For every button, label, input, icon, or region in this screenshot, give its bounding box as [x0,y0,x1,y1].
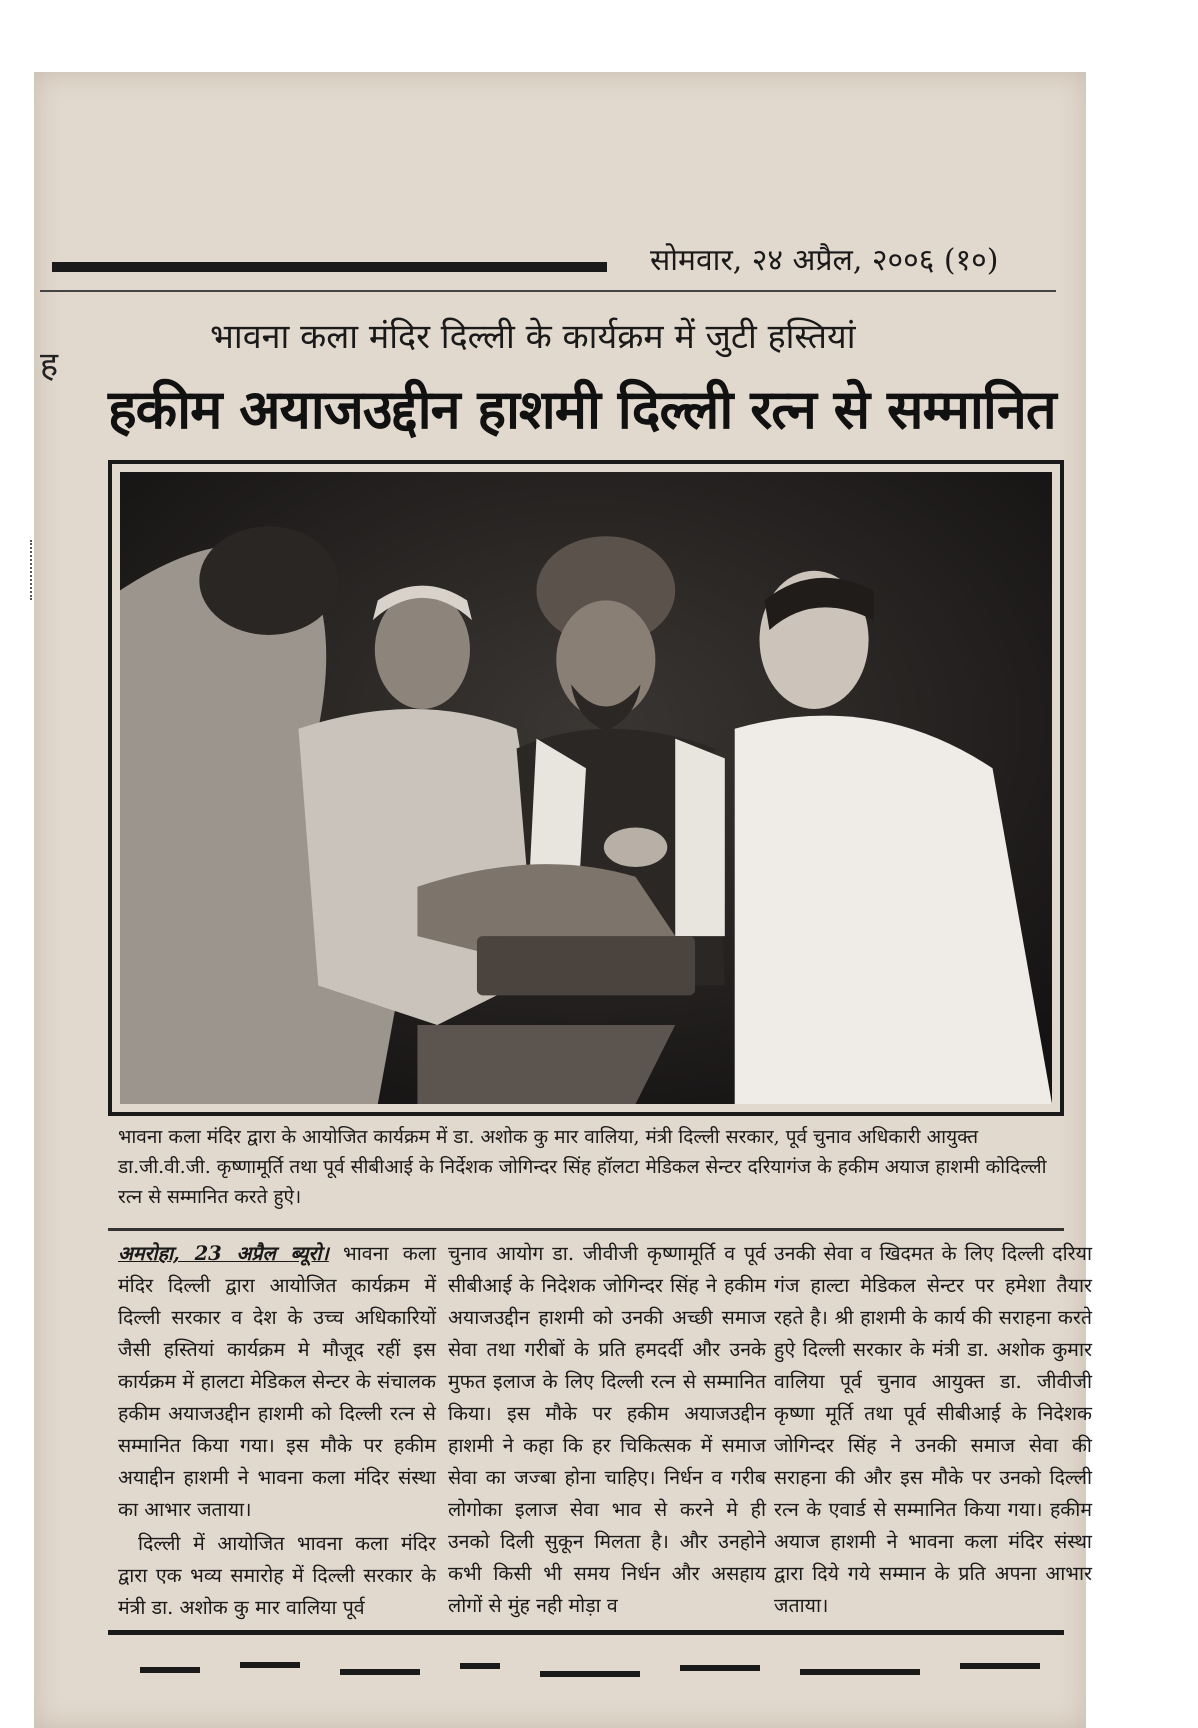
article-column-1 [118,1238,436,1624]
news-photo [108,460,1064,1116]
body-top-rule [108,1228,1064,1231]
torn-edge [30,540,42,600]
column-1-intro: भावना कला मंदिर दिल्ली द्वारा आयोजित कार्यक्रम में दिल्ली सरकार व देश के उच्च अधिकारियों जैसी हस्तियां कार्यक्रम मे मौजूद रहीं इस कार्यक्रम में हालटा मेडिकल सेन्टर के संचालक हकीम अयाजउद्दीन हाशमी को दिल्ली रत्न से सम्मानित किया गया। इस मौके पर हकीम अयाद्दीन हाशमी ने भावना कला मंदिर संस्था का आभार जताया। [118,1242,436,1521]
article-column-2 [448,1238,766,1622]
article-headline: हकीम अयाजउद्दीन हाशमी दिल्ली रत्न से सम्मानित [108,378,1056,441]
column-1-paragraph-1 [118,1238,436,1526]
header-divider [40,290,1056,292]
article-column-3 [774,1238,1092,1622]
photo-caption: भावना कला मंदिर द्वारा के आयोजित कार्यक्रम में डा. अशोक कु मार वालिया, मंत्री दिल्ली सरकार, पूर्व चुनाव अधिकारी आयुक्त डा.जी.वी.जी. कृष्णामूर्ति तथा पूर्व सीबीआई के निर्देशक जोगिन्दर सिंह हॉलटा मेडिकल सेन्टर दरियागंज के हकीम अयाज हाशमी कोदिल्ली रत्न से सम्मानित करते हुऐ। [118,1126,1047,1208]
cut-off-next-headline [120,1660,1060,1690]
article-bottom-rule [108,1630,1064,1635]
issue-date: सोमवार, २४ अप्रैल, २००६ (१०) [650,243,999,278]
award-ceremony-photo [120,472,1052,1104]
column-3-text: उनकी सेवा व खिदमत के लिए दिल्ली दरिया गंज हाल्टा मेडिकल सेन्टर पर हमेशा तैयार रहते है। श्री हाशमी के कार्य की सराहना करते हुऐ दिल्ली सरकार के मंत्री डा. अशोक कुमार वालिया पूर्व चुनाव आयुक्त डा. जीवीजी कृष्णा मूर्ति तथा पूर्व सीबीआई के निदेशक जोगिन्दर सिंह ने उनकी समाज सेवा की सराहना की और इस मौके पर उनको दिल्ली रत्न के एवार्ड से सम्मानित किया गया। हकीम अयाज हाशमी ने भावना कला मंदिर संस्था द्वारा दिये गये सम्मान के प्रति अपना आभार जताया। [774,1242,1092,1617]
column-1-paragraph-2: दिल्ली में आयोजित भावना कला मंदिर द्वारा एक भव्य समारोह में दिल्ली सरकार के मंत्री डा. अशोक कु मार वालिया पूर्व [118,1532,436,1619]
cut-edge-glyph-icon: ह [40,345,59,385]
article-kicker: भावना कला मंदिर दिल्ली के कार्यक्रम में जुटी हस्तियां [210,317,856,357]
article-dateline: अमरोहा, 23 अप्रैल ब्यूरो। [118,1242,329,1265]
column-2-text: चुनाव आयोग डा. जीवीजी कृष्णामूर्ति व पूर्व सीबीआई के निदेशक जोगिन्दर सिंह ने हकीम अयाजउद्दीन हाशमी को उनकी अच्छी समाज सेवा तथा गरीबों के प्रति हमदर्दी और उनके मुफत इलाज के लिए दिल्ली रत्न से सम्मानित किया। इस मौके पर हकीम अयाजउद्दीन हाशमी ने कहा कि हर चिकित्सक में समाज सेवा का जज्बा होना चाहिए। निर्धन व गरीब लोगोका इलाज सेवा भाव से करने मे ही उनको दिली सुकून मिलता है। और उनहोने कभी किसी भी समय निर्धन और असहाय लोगों से मुंह नही मोड़ा व [448,1242,766,1617]
masthead-rule [52,262,607,272]
